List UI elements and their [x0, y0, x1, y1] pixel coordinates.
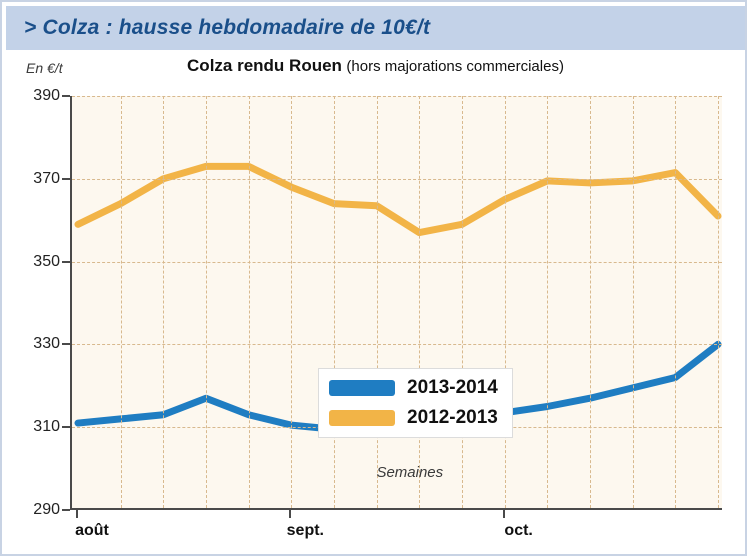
legend-label-2012-2013: 2012-2013 — [407, 407, 498, 428]
y-axis-tick-label: 330 — [33, 335, 60, 353]
gridline-horizontal — [72, 344, 722, 345]
gridline-horizontal — [72, 96, 722, 97]
gridline-vertical — [163, 96, 164, 508]
gridline-vertical — [249, 96, 250, 508]
x-axis-tick — [289, 510, 291, 518]
y-axis-label: En €/t — [26, 60, 63, 76]
y-axis-tick — [62, 261, 70, 263]
plot-wrapper — [70, 96, 722, 510]
gridline-vertical — [334, 96, 335, 508]
gridline-vertical — [462, 96, 463, 508]
y-axis-tick — [62, 426, 70, 428]
y-axis-tick-label: 370 — [33, 169, 60, 187]
y-axis-tick — [62, 343, 70, 345]
legend-swatch-orange — [329, 410, 395, 426]
y-axis-tick — [62, 178, 70, 180]
x-axis-tick — [76, 510, 78, 518]
gridline-vertical — [675, 96, 676, 508]
y-axis-tick-label: 290 — [33, 501, 60, 518]
chart-title-sub: (hors majorations commerciales) — [346, 58, 564, 75]
gridline-vertical — [206, 96, 207, 508]
gridline-horizontal — [72, 179, 722, 180]
header-band — [6, 6, 745, 50]
y-axis-tick — [62, 95, 70, 97]
series-lines — [72, 96, 724, 510]
x-axis-tick — [503, 510, 505, 518]
chart-title-main: Colza rendu Rouen — [187, 56, 342, 75]
y-axis-tick-label: 350 — [33, 252, 60, 270]
gridline-vertical — [633, 96, 634, 508]
chart-legend — [318, 368, 513, 438]
gridline-vertical — [590, 96, 591, 508]
y-axis-tick-label: 310 — [33, 418, 60, 436]
gridline-vertical — [377, 96, 378, 508]
legend-label-2013-2014: 2013-2014 — [407, 377, 498, 398]
legend-item-2013-2014 — [329, 377, 498, 399]
y-axis-tick-label: 390 — [33, 87, 60, 104]
page-title: > Colza : hausse hebdomadaire de 10€/t — [24, 16, 431, 39]
gridline-horizontal — [72, 262, 722, 263]
series-line-2012-2013 — [78, 166, 718, 232]
x-axis-tick-label: sept. — [286, 522, 324, 539]
gridline-vertical — [419, 96, 420, 508]
gridline-vertical — [121, 96, 122, 508]
gridline-vertical — [547, 96, 548, 508]
gridline-vertical — [718, 96, 719, 508]
plot-area — [70, 96, 722, 510]
x-axis-tick-label: août — [75, 522, 109, 539]
y-axis-tick — [62, 509, 70, 511]
gridline-vertical — [291, 96, 292, 508]
x-axis-tick-label: oct. — [504, 522, 533, 539]
x-axis-label: Semaines — [376, 464, 444, 481]
legend-item-2012-2013 — [329, 407, 498, 429]
legend-swatch-blue — [329, 380, 395, 396]
gridline-vertical — [505, 96, 506, 508]
chart-title — [2, 56, 747, 76]
